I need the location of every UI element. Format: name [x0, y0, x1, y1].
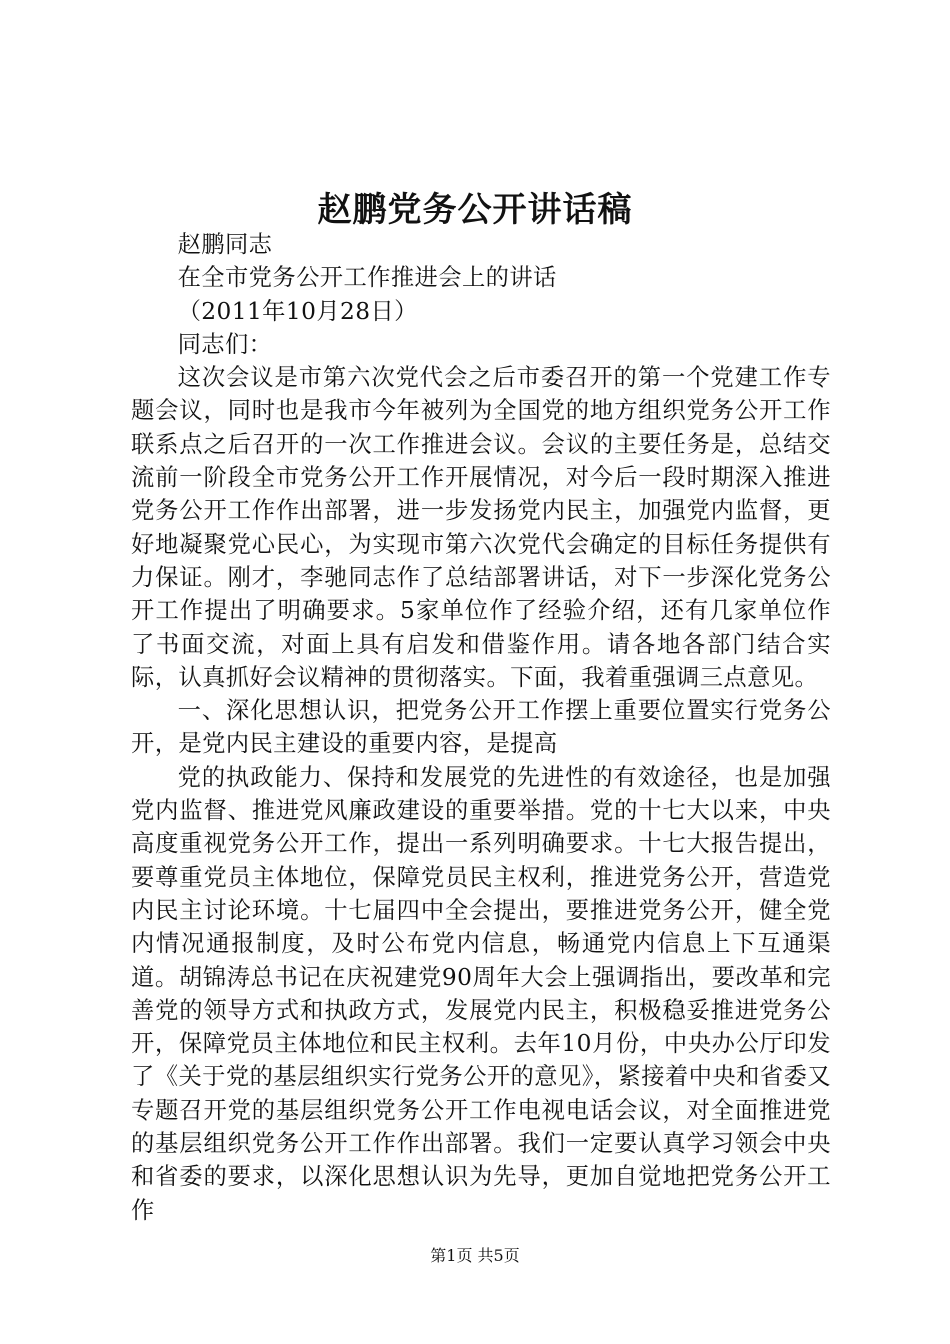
page-footer: 第1页 共5页: [430, 1246, 520, 1265]
speaker-line: 赵鹏同志: [177, 231, 273, 258]
speech-date: （2011年10月28日）: [177, 297, 418, 325]
body-paragraph: 党的执政能力、保持和发展党的先进性的有效途径，也是加强党内监督、推进党风廉政建设的重要举措。党的十七大以来，中央高度重视党务公开工作，提出一系列明确要求。十七大报告提出，要尊重党员主体地位，保障党员民主权利，推进党务公开，营造党内民主讨论环境。十七届四中全会提出，要推进党务公开，健全党内情况通报制度，及时公布党内信息，畅通党内信息上下互通渠道。胡锦涛总书记在庆祝建党90周年大会上强调指出，要改革和完善党的领导方式和执政方式，发展党内民主，积极稳妥推进党务公开，保障党员主体地位和民主权利。去年10月份，中央办公厅印发了《关于党的基层组织实行党务公开的意见》，紧接着中央和省委又专题召开党的基层组织党务公开工作电视电话会议，对全面推进党的基层组织党务公开工作作出部署。我们一定要认真学习领会中央和省委的要求，以深化思想认识为先导，更加自觉地把党务公开工作: [131, 763, 831, 1224]
salutation: 同志们：: [177, 330, 273, 358]
body-paragraph: 这次会议是市第六次党代会之后市委召开的第一个党建工作专题会议，同时也是我市今年被列为全国党的地方组织党务公开工作联系点之后召开的一次工作推进会议。会议的主要任务是，总结交流前一阶段全市党务公开工作开展情况，对今后一段时期深入推进党务公开工作作出部署，进一步发扬党内民主，加强党内监督，更好地凝聚党心民心，为实现市第六次党代会确定的目标任务提供有力保证。刚才，李驰同志作了总结部署讲话，对下一步深化党务公开工作提出了明确要求。5家单位作了经验介绍，还有几家单位作了书面交流，对面上具有启发和借鉴作用。请各地各部门结合实际，认真抓好会议精神的贯彻落实。下面，我着重强调三点意见。: [131, 364, 831, 691]
document-title: 赵鹏党务公开讲话稿: [317, 190, 633, 230]
section-heading-paragraph: 一、深化思想认识，把党务公开工作摆上重要位置实行党务公开，是党内民主建设的重要内容，是提高: [131, 697, 831, 758]
speech-subtitle: 在全市党务公开工作推进会上的讲话: [177, 264, 557, 292]
document-body: [131, 228, 831, 1227]
